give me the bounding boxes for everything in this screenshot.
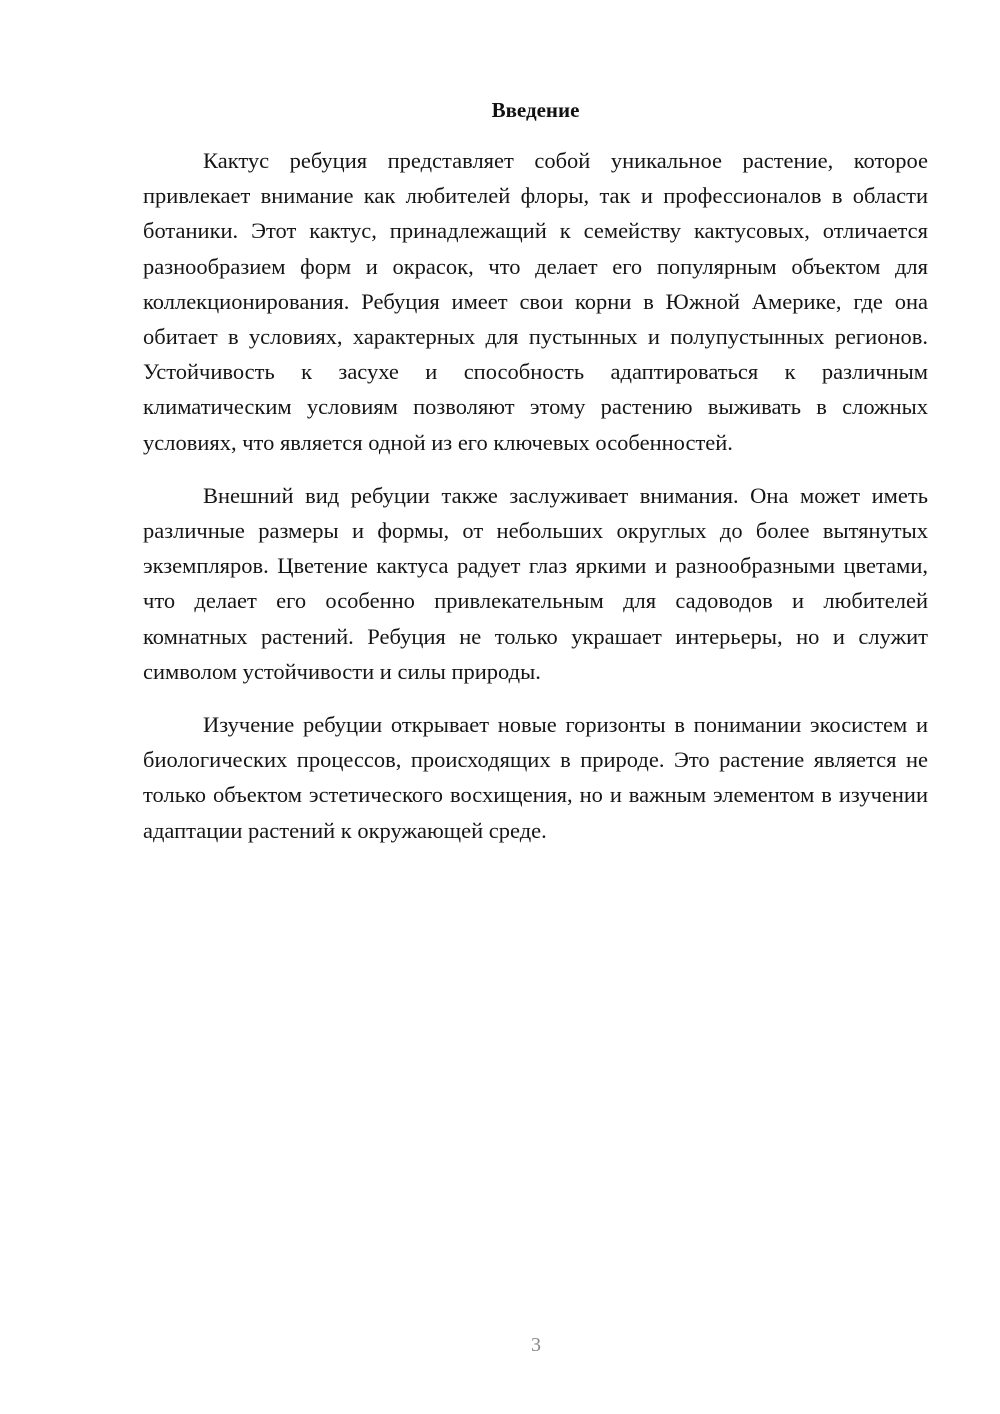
- paragraph-2: Внешний вид ребуции также заслуживает внимания. Она может иметь различные размеры и формы, от небольших округлых до более вытянутых экземпляров. Цветение кактуса радует глаз яркими и разнообразными цветами, что делает его особенно привлекательным для садоводов и любителей комнатных растений. Ребуция не только украшает интерьеры, но и служит символом устойчивости и силы природы.: [143, 482, 928, 684]
- page-number: 3: [531, 1334, 541, 1356]
- section-heading: Введение: [491, 98, 580, 122]
- paragraph-3: Изучение ребуции открывает новые горизонты в понимании экосистем и биологических процессов, происходящих в природе. Это растение является не только объектом эстетического восхищения, но и важным элементом в изучении адаптации растений к окружающей среде.: [143, 712, 928, 843]
- paragraph-1: Кактус ребуция представляет собой уникальное растение, которое привлекает внимание как любителей флоры, так и профессионалов в области ботаники. Этот кактус, принадлежащий к семейству кактусовых, отличается разнообразием форм и окрасок, что делает его популярным объектом для коллекционирования. Ребуция имеет свои корни в Южной Америке, где она обитает в условиях, характерных для пустынных и полупустынных регионов. Устойчивость к засухе и способность адаптироваться к различным климатическим условиям позволяют этому растению выживать в сложных условиях, что является одной из его ключевых особенностей.: [143, 148, 928, 455]
- body-text: [143, 143, 928, 866]
